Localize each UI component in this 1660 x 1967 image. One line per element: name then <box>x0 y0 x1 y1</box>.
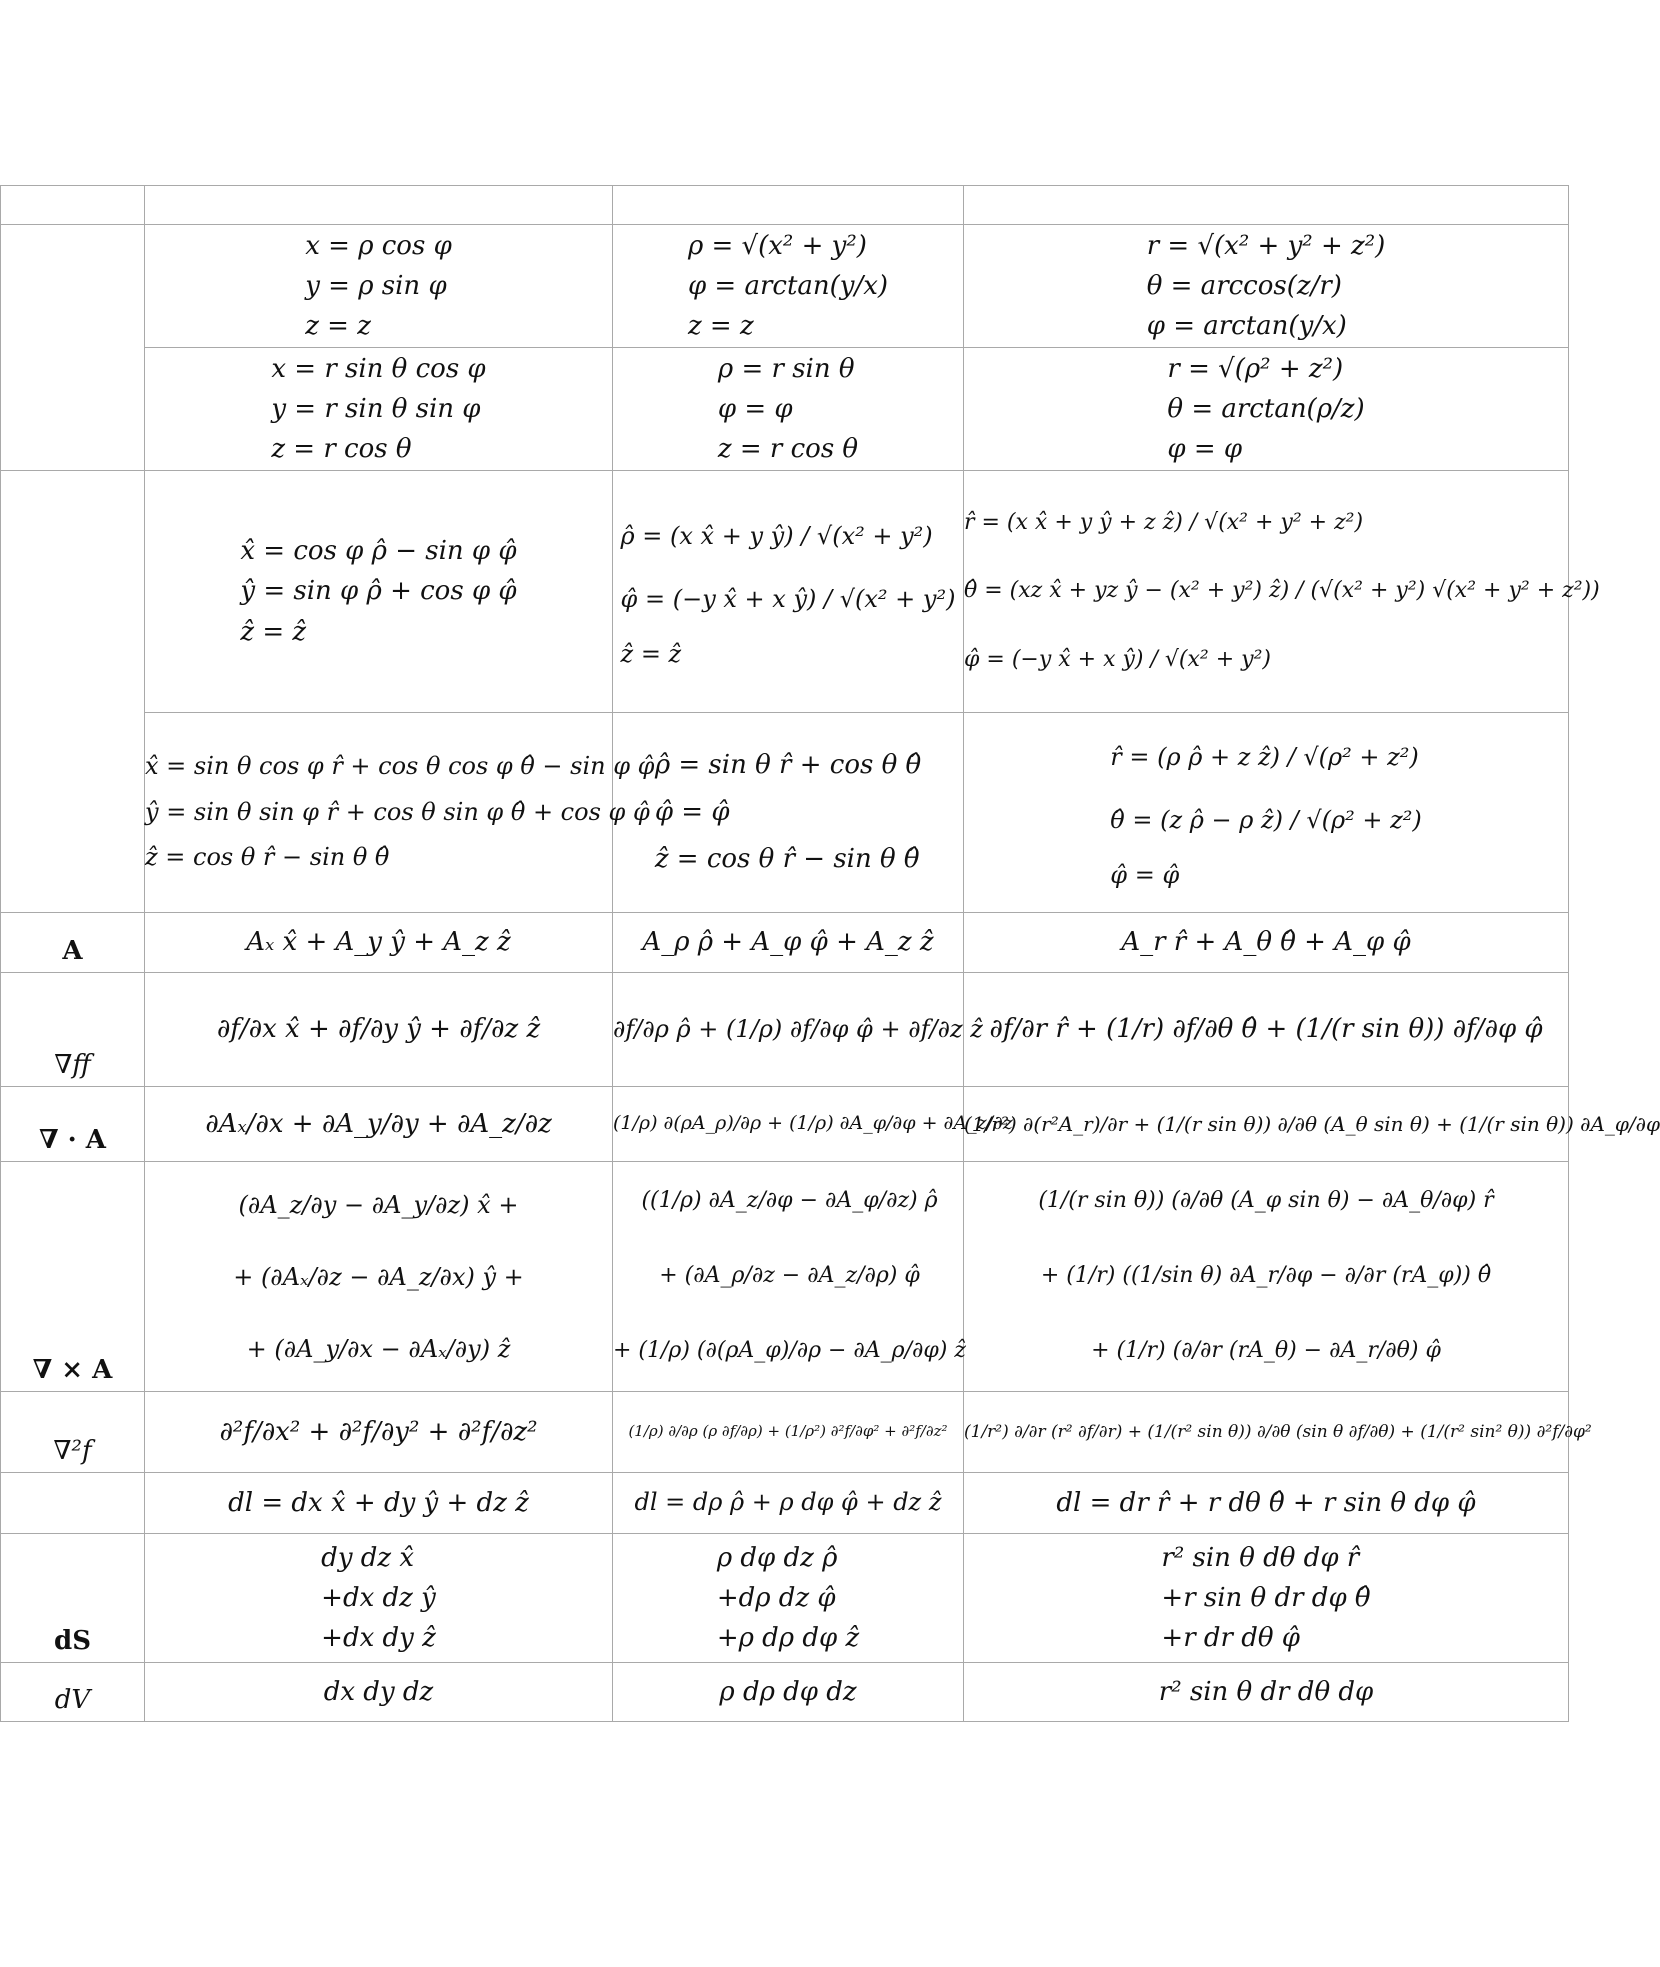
cylindrical-cell <box>613 471 964 713</box>
spherical-cell <box>964 713 1569 913</box>
formula: φ = arctan(y/x) <box>687 270 889 301</box>
formula: +dρ dz φ̂ <box>716 1582 836 1613</box>
formula: dx dy dz <box>323 1676 434 1707</box>
spherical-cell <box>964 1392 1592 1473</box>
formula: dl = dρ ρ̂ + ρ dφ φ̂ + dz ẑ <box>634 1488 942 1517</box>
formula: r² sin θ dr dθ dφ <box>1158 1676 1374 1707</box>
formula: ∂f/∂x x̂ + ∂f/∂y ŷ + ∂f/∂z ẑ <box>216 1014 541 1045</box>
cylindrical-cell <box>613 225 964 348</box>
spherical-cell <box>964 471 1600 713</box>
spherical-cell <box>964 1534 1569 1663</box>
row-label-laplacian: ∇²f <box>1 1392 145 1473</box>
formula: + (1/ρ) (∂(ρA_φ)/∂ρ − ∂A_ρ/∂φ) ẑ <box>613 1337 966 1363</box>
cartesian-cell <box>145 1087 613 1162</box>
formula: (1/r²) ∂/∂r (r² ∂f/∂r) + (1/(r² sin θ)) ∂/∂θ (sin θ ∂f/∂θ) + (1/(r² sin² θ)) ∂²f/∂φ² <box>964 1421 1592 1442</box>
cylindrical-cell <box>613 1473 964 1534</box>
spherical-cell <box>964 1663 1569 1722</box>
table-row <box>1 1663 1569 1722</box>
formula: + (1/r) ((1/sin θ) ∂A_r/∂φ − ∂/∂r (rA_φ)) θ̂ <box>1040 1263 1492 1289</box>
spherical-cell <box>964 225 1569 348</box>
formula: r = √(ρ² + z²) <box>1167 353 1344 384</box>
formula: ∂Aₓ/∂x + ∂A_y/∂y + ∂A_z/∂z <box>205 1108 552 1139</box>
spherical-cell <box>964 973 1569 1087</box>
table-row <box>1 225 1569 348</box>
formula: ∂f/∂r r̂ + (1/r) ∂f/∂θ θ̂ + (1/(r sin θ)) ∂f/∂φ φ̂ <box>989 1014 1543 1045</box>
cartesian-cell <box>145 1392 613 1473</box>
formula: φ̂ = (−y x̂ + x ŷ) / √(x² + y²) <box>620 584 956 613</box>
formula: θ = arctan(ρ/z) <box>1167 393 1365 424</box>
formula: φ = φ <box>717 393 793 424</box>
cylindrical-cell <box>613 713 964 913</box>
formula: φ = arctan(y/x) <box>1146 311 1347 342</box>
formula: ρ̂ = (x x̂ + y ŷ) / √(x² + y²) <box>620 522 933 551</box>
formula: ρ dρ dφ dz <box>719 1676 857 1707</box>
formula: (1/r²) ∂(r²A_r)/∂r + (1/(r sin θ)) ∂/∂θ (A_θ sin θ) + (1/(r sin θ)) ∂A_φ/∂φ <box>964 1111 1660 1136</box>
cartesian-cell <box>145 1663 613 1722</box>
row-label-surface: dS <box>1 1534 145 1663</box>
formula: dy dz x̂ <box>321 1542 415 1573</box>
formula: (∂A_z/∂y − ∂A_y/∂z) x̂ + <box>238 1190 519 1219</box>
header-cell <box>613 186 964 225</box>
table-row <box>1 1087 1569 1162</box>
formula: ∂²f/∂x² + ∂²f/∂y² + ∂²f/∂z² <box>219 1416 538 1447</box>
formula: +dx dy ẑ <box>321 1623 436 1654</box>
cylindrical-cell <box>613 1162 964 1392</box>
spherical-cell <box>964 1087 1660 1162</box>
formula: x = ρ cos φ <box>305 230 452 261</box>
formula: ẑ = cos θ r̂ − sin θ θ̂ <box>654 843 920 874</box>
formula: A_r r̂ + A_θ θ̂ + A_φ φ̂ <box>1121 927 1411 958</box>
header-cell <box>1 186 145 225</box>
formula: (1/(r sin θ)) (∂/∂θ (A_φ sin θ) − ∂A_θ/∂φ) r̂ <box>1038 1188 1494 1214</box>
cylindrical-cell <box>613 913 964 973</box>
formula: (1/ρ) ∂/∂ρ (ρ ∂f/∂ρ) + (1/ρ²) ∂²f/∂φ² + ∂²f/∂z² <box>628 1422 948 1441</box>
row-label-vector: A <box>1 913 145 973</box>
formula: +r sin θ dr dφ θ̂ <box>1161 1582 1371 1613</box>
formula: y = ρ sin φ <box>305 270 447 301</box>
formula: φ̂ = (−y x̂ + x ŷ) / √(x² + y²) <box>964 646 1271 672</box>
formula: ẑ = ẑ <box>240 616 307 647</box>
row-label-gradient <box>1 973 145 1087</box>
table-row <box>1 1392 1569 1473</box>
table-row <box>1 913 1569 973</box>
formula: + (∂Aₓ/∂z − ∂A_z/∂x) ŷ + <box>233 1262 524 1291</box>
coordinate-table <box>0 185 1660 1722</box>
cartesian-cell <box>145 713 655 913</box>
header-cell <box>145 186 613 225</box>
formula: +r dr dθ φ̂ <box>1161 1623 1300 1654</box>
cylindrical-cell <box>613 348 964 471</box>
cartesian-cell <box>145 1534 613 1663</box>
cylindrical-cell <box>613 1392 964 1473</box>
formula: +dx dz ŷ <box>321 1582 436 1613</box>
formula: z = z <box>687 311 754 342</box>
table-row <box>1 471 1569 713</box>
spherical-cell <box>964 913 1569 973</box>
cartesian-cell <box>145 225 613 348</box>
formula: z = r cos θ <box>717 434 859 465</box>
formula: ŷ = sin φ ρ̂ + cos φ φ̂ <box>240 576 517 607</box>
cartesian-cell <box>145 348 613 471</box>
table-row <box>1 1473 1569 1534</box>
formula: + (∂A_y/∂x − ∂Aₓ/∂y) ẑ <box>246 1334 511 1363</box>
formula: φ̂ = φ̂ <box>654 797 730 828</box>
formula: A_ρ ρ̂ + A_φ φ̂ + A_z ẑ <box>642 927 934 958</box>
formula: z = r cos θ <box>271 434 412 465</box>
row-label-line <box>1 1473 145 1534</box>
row-label-volume: dV <box>1 1663 145 1722</box>
formula: r̂ = (ρ ρ̂ + z ẑ) / √(ρ² + z²) <box>1110 743 1419 772</box>
row-label-curl: ∇ × A <box>1 1162 145 1392</box>
table-row <box>1 973 1569 1087</box>
formula: r̂ = (x x̂ + y ŷ + z ẑ) / √(x² + y² + z²) <box>964 510 1364 536</box>
cartesian-cell <box>145 471 613 713</box>
formula: ρ = r sin θ <box>717 353 855 384</box>
formula: y = r sin θ sin φ <box>271 393 481 424</box>
formula: + (∂A_ρ/∂z − ∂A_z/∂ρ) φ̂ <box>659 1263 920 1289</box>
cartesian-cell <box>145 1473 613 1534</box>
cylindrical-cell <box>613 973 983 1087</box>
formula: z = z <box>305 311 371 342</box>
formula: x̂ = sin θ cos φ r̂ + cos θ cos φ θ̂ − sin φ φ̂ <box>145 752 655 781</box>
formula: dl = dr r̂ + r dθ θ̂ + r sin θ dφ φ̂ <box>1056 1487 1476 1518</box>
formula: x̂ = cos φ ρ̂ − sin φ φ̂ <box>240 536 517 567</box>
table-row <box>1 713 1569 913</box>
formula: Aₓ x̂ + A_y ŷ + A_z ẑ <box>246 927 511 958</box>
formula: θ̂ = (xz x̂ + yz ŷ − (x² + y²) ẑ) / (√(x² + y²) √(x² + y² + z²)) <box>964 578 1600 604</box>
cartesian-cell <box>145 973 613 1087</box>
cylindrical-cell <box>613 1663 964 1722</box>
cartesian-cell <box>145 1162 613 1392</box>
header-cell <box>964 186 1569 225</box>
formula: ∂f/∂ρ ρ̂ + (1/ρ) ∂f/∂φ φ̂ + ∂f/∂z ẑ <box>613 1014 983 1043</box>
formula: φ = φ <box>1167 434 1243 465</box>
formula: ρ dφ dz ρ̂ <box>716 1542 838 1573</box>
formula: + (1/r) (∂/∂r (rA_θ) − ∂A_r/∂θ) φ̂ <box>1091 1337 1441 1363</box>
formula: φ̂ = φ̂ <box>1110 860 1180 889</box>
spherical-cell <box>964 348 1569 471</box>
table-row <box>1 348 1569 471</box>
formula: r = √(x² + y² + z²) <box>1146 230 1386 261</box>
cartesian-cell <box>145 913 613 973</box>
gradient-label: ∇f <box>54 1050 91 1080</box>
formula: θ̂ = (z ρ̂ − ρ ẑ) / √(ρ² + z²) <box>1110 805 1422 834</box>
row-label <box>1 471 145 913</box>
cylindrical-cell <box>613 1534 964 1663</box>
table-row <box>1 1534 1569 1663</box>
formula: ((1/ρ) ∂A_z/∂φ − ∂A_φ/∂z) ρ̂ <box>641 1188 938 1214</box>
formula: ẑ = ẑ <box>620 639 682 668</box>
header-row <box>1 186 1569 225</box>
formula: ρ̂ = sin θ r̂ + cos θ θ̂ <box>654 750 922 781</box>
row-label <box>1 225 145 471</box>
table-row <box>1 1162 1569 1392</box>
formula: +ρ dρ dφ ẑ <box>716 1623 860 1654</box>
formula: (1/ρ) ∂(ρA_ρ)/∂ρ + (1/ρ) ∂A_φ/∂φ + ∂A_z/∂z <box>613 1112 1013 1135</box>
spherical-cell <box>964 1162 1569 1392</box>
cylindrical-cell <box>613 1087 1013 1162</box>
formula: ρ = √(x² + y²) <box>687 230 867 261</box>
row-label-divergence: ∇ · A <box>1 1087 145 1162</box>
formula: dl = dx x̂ + dy ŷ + dz ẑ <box>228 1487 529 1518</box>
formula: θ = arccos(z/r) <box>1146 270 1342 301</box>
spherical-cell <box>964 1473 1569 1534</box>
formula: ẑ = cos θ r̂ − sin θ θ̂ <box>145 843 390 872</box>
formula: r² sin θ dθ dφ r̂ <box>1161 1542 1360 1573</box>
formula: x = r sin θ cos φ <box>271 353 486 384</box>
formula: ŷ = sin θ sin φ r̂ + cos θ sin φ θ̂ + cos φ φ̂ <box>145 797 650 826</box>
